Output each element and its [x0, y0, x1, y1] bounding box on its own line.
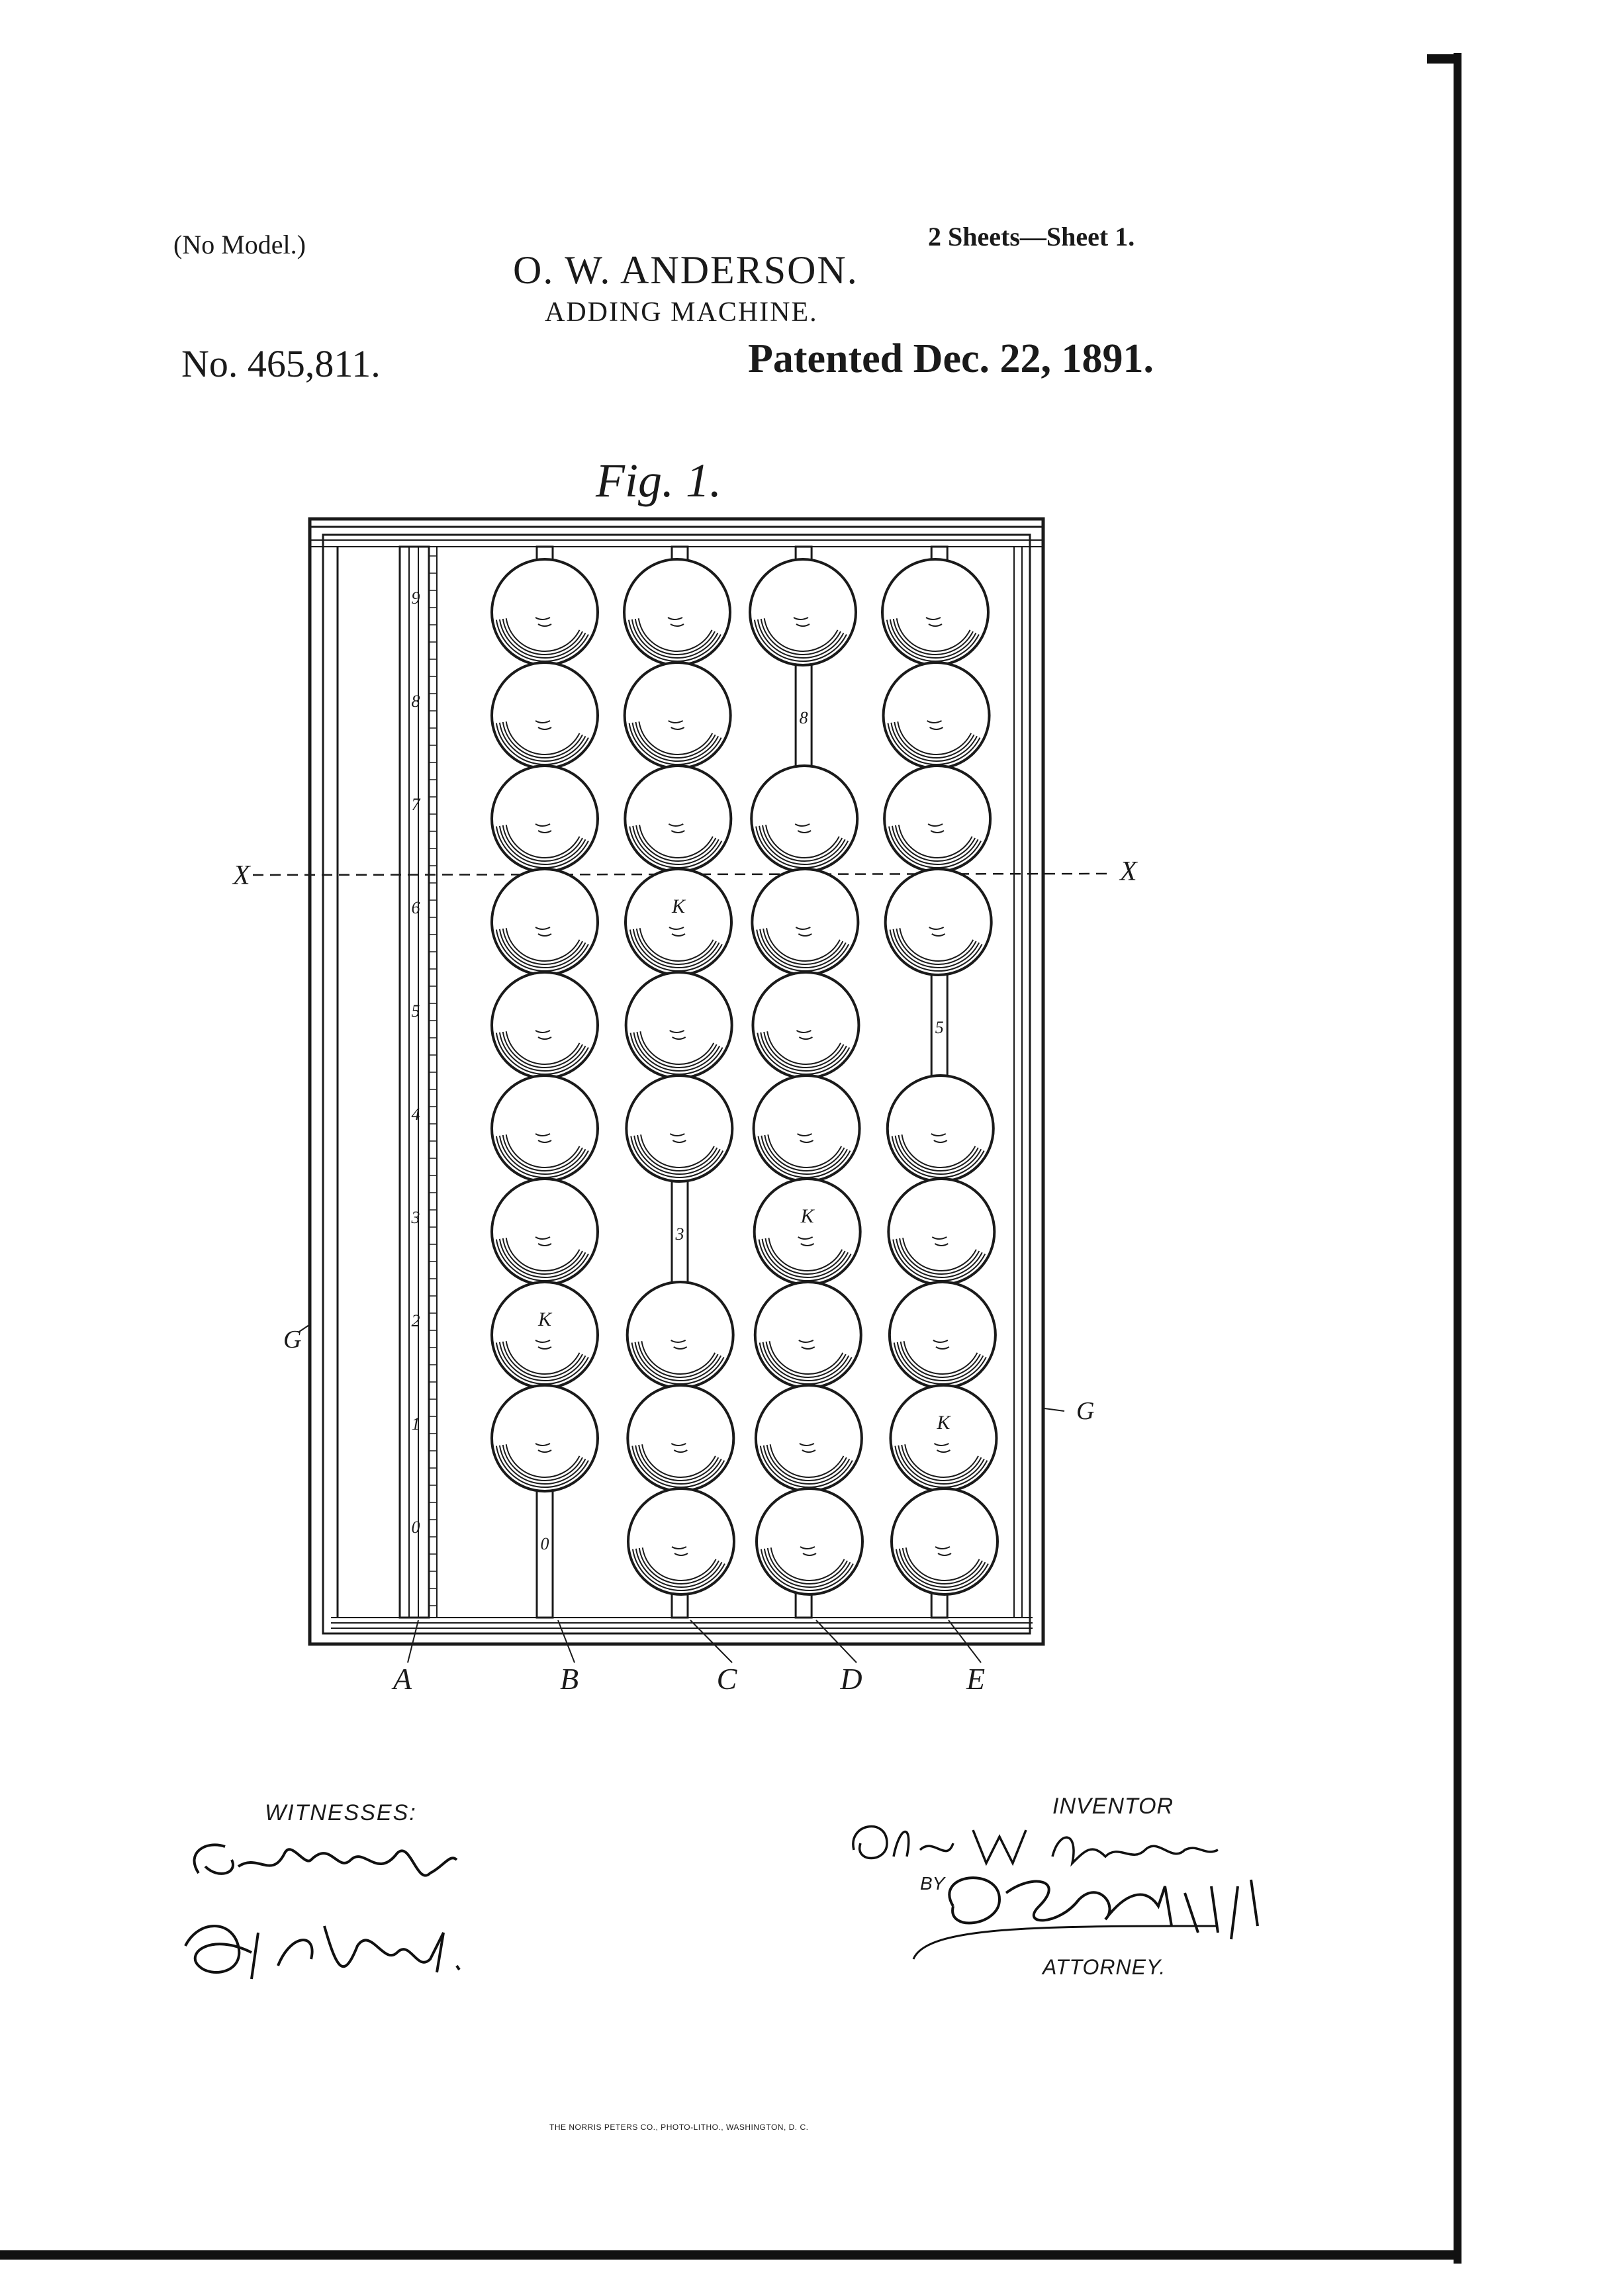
by-label: BY [920, 1873, 945, 1894]
bead [492, 869, 598, 975]
bead [752, 869, 858, 975]
bead [626, 972, 732, 1078]
model-note: (No Model.) [173, 230, 306, 259]
side-label-g: G [283, 1326, 302, 1354]
rod-label-C: C [716, 1662, 737, 1696]
side-label-g: G [1076, 1397, 1095, 1425]
witnesses-label: WITNESSES: [265, 1800, 417, 1825]
bead [888, 1076, 994, 1181]
bead [882, 559, 988, 665]
scale-number: 5 [411, 1001, 420, 1021]
bead [625, 766, 731, 872]
bead [756, 1385, 862, 1491]
bead [755, 1282, 861, 1388]
scale-number: 7 [411, 795, 420, 814]
scale-number: 3 [411, 1208, 420, 1227]
section-label-x: X [233, 860, 250, 891]
attorney-label: ATTORNEY. [1043, 1955, 1166, 1979]
bead [751, 766, 857, 872]
bead [625, 663, 731, 768]
bead [884, 766, 990, 872]
bead [492, 1385, 598, 1491]
scale-number: 8 [411, 692, 420, 711]
scale-number: 0 [411, 1518, 420, 1537]
printer-credit: THE NORRIS PETERS CO., PHOTO-LITHO., WASHINGTON, D. C. [549, 2123, 809, 2132]
bead [492, 663, 598, 768]
rod-mark-B: 0 [540, 1534, 549, 1553]
section-label-x: X [1120, 856, 1137, 887]
rod-label-E: E [966, 1662, 986, 1696]
bead [892, 1489, 997, 1594]
bead [890, 1282, 996, 1388]
bead [750, 559, 856, 665]
bead [757, 1489, 862, 1594]
bead [890, 1385, 996, 1491]
rod-label-D: D [840, 1662, 862, 1696]
bead [884, 663, 990, 768]
bead [626, 1076, 732, 1181]
sheets-note: 2 Sheets—Sheet 1. [928, 222, 1135, 252]
bead [627, 1282, 733, 1388]
bead [492, 766, 598, 872]
bead [492, 1076, 598, 1181]
bead [888, 1179, 994, 1285]
inventor-name: O. W. ANDERSON. [513, 248, 858, 292]
rod-label-B: B [559, 1662, 579, 1696]
attorney-signature [907, 1866, 1291, 1966]
bead-mark-K: K [671, 895, 686, 917]
bead [492, 972, 598, 1078]
patent-title: ADDING MACHINE. [545, 297, 818, 328]
scale-number: 4 [411, 1105, 420, 1124]
bead-mark-K: K [937, 1412, 951, 1434]
figure-label: Fig. 1. [596, 454, 721, 507]
bead [492, 1179, 598, 1285]
bead [492, 559, 598, 665]
bead-mark-K: K [537, 1309, 552, 1330]
bead [627, 1385, 733, 1491]
scale-number: 2 [411, 1311, 420, 1330]
scale-number: 9 [411, 588, 420, 608]
bead [886, 869, 992, 975]
bead [492, 1282, 598, 1388]
witness-signature-peck [172, 1906, 490, 1992]
bead [753, 972, 858, 1078]
rod-mark-E: 5 [935, 1018, 944, 1037]
scale-number: 1 [411, 1414, 420, 1434]
rod-mark-C: 3 [675, 1224, 684, 1244]
rod-mark-D: 8 [799, 708, 808, 727]
bead [628, 1489, 734, 1594]
bead [626, 869, 731, 975]
bead-mark-K: K [800, 1205, 814, 1227]
witness-signature-duffy [179, 1827, 470, 1906]
rod-label-A: A [393, 1662, 412, 1696]
patent-number: No. 465,811. [181, 342, 381, 385]
scale-number: 6 [411, 898, 420, 917]
inventor-label: INVENTOR [1052, 1794, 1174, 1819]
bead [754, 1076, 860, 1181]
bead [755, 1179, 860, 1285]
patent-date: Patented Dec. 22, 1891. [748, 336, 1154, 381]
bead [624, 559, 730, 665]
